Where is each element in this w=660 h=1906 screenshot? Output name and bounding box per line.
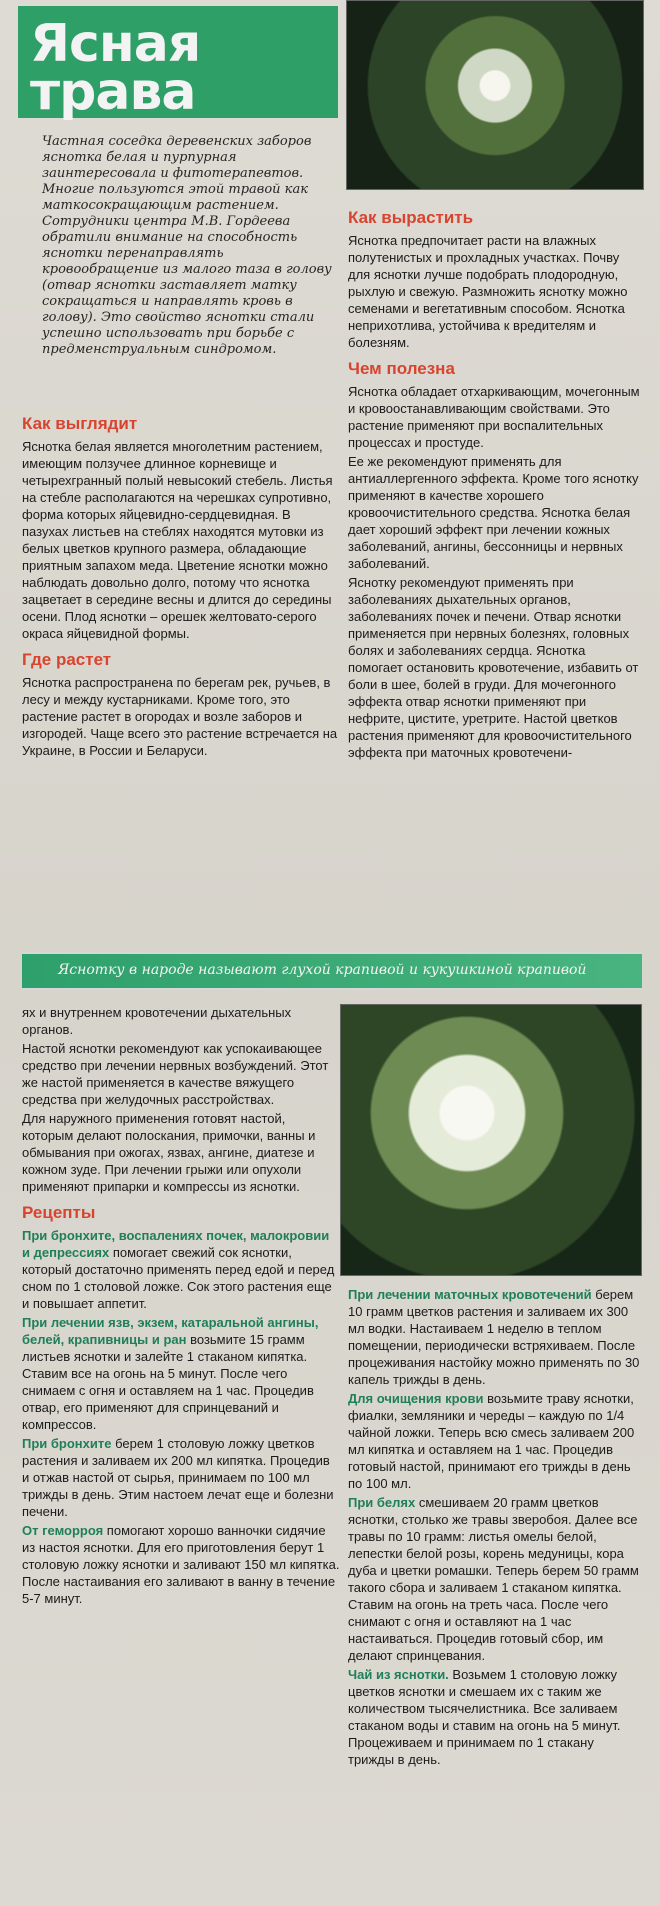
recipe-8 <box>348 1666 643 1768</box>
paragraph-use-2: Ее же рекомендуют применять для антиаллергенного эффекта. Кроме того яснотку применяют в качестве хорошего кровоочистительного средства. Яснотка белая дает хороший эффект при лечении кожных заболеваний, ангины, бессонницы и нервных заболеваний. <box>348 454 639 571</box>
paragraph-where: Яснотка распространена по берегам рек, ручьев, в лесу и между кустарниками. Кроме того, это растение растет в огородах и возле заборов и изгородей. Чаще всего это растение встречается на Украине, в России и Беларуси. <box>22 675 338 758</box>
left-column-top <box>22 414 340 761</box>
banner-text: Яснотку в народе называют глухой крапивой и кукушкиной крапивой <box>58 962 587 978</box>
quote-banner <box>22 952 642 990</box>
heading-grow: Как вырастить <box>348 208 474 227</box>
heading-use: Чем полезна <box>348 359 455 378</box>
recipe-5-text: берем 10 грамм цветков растения и заливаем их 300 мл водки. Настаиваем 1 неделю в теплом помещении, периодически встряхиваем. После процеживания настойку можно применять по 30 капель трижды в день. <box>348 1287 640 1387</box>
title-line-1: Ясная <box>30 14 201 74</box>
heading-where: Где растет <box>22 650 112 669</box>
recipe-5 <box>348 1286 643 1388</box>
title-line-2: трава <box>30 62 196 122</box>
recipe-2-title: При лечении язв, экзем, катаральной ангины, белей, крапивницы и ран <box>22 1315 319 1347</box>
recipe-2 <box>22 1314 340 1433</box>
paragraph-cont-1: ях и внутреннем кровотечении дыхательных органов. <box>22 1005 292 1037</box>
paragraph-look: Яснотка белая является многолетним растением, имеющим ползучее длинное корневище и четырехгранный полый невысокий стебель. Листья на стебле располагаются на черешках супротивно, форма которых яйцевидно-сердцевидная. В пазухах листьев на стеблях находятся мутовки из белых цветков крупного размера, обладающие приятным запахом меда. Цветение яснотки можно наблюдать довольно долго, потому что яснотка зацветает в середине весны и длится до середины осени. Плод яснотки – орешек желтовато-серого окраса яйцевидной формы. <box>22 439 333 641</box>
recipe-3-title: При бронхите <box>22 1436 112 1451</box>
recipe-7 <box>348 1494 643 1664</box>
recipe-1-text: помогает свежий сок яснотки, который достаточно применять перед едой и перед сном по 1 столовой ложке. Сок этого растения еще и повышает аппетит. <box>22 1245 335 1311</box>
title-block <box>18 6 338 122</box>
recipe-8-text: Возьмем 1 столовую ложку цветков яснотки и смешаем их с таким же количеством тысячелистника. Все заливаем стаканом воды и ставим на огонь на 5 минут. Процеживаем и принимаем по 1 стакану трижды в день. <box>348 1667 621 1767</box>
paragraph-use-1: Яснотка обладает отхаркивающим, мочегонным и кровоостанавливающим свойствами. Это растение применяют при воспалительных процессах и простуде. <box>348 384 640 450</box>
paragraph-cont-3: Для наружного применения готовят настой, которым делают полоскания, примочки, ванны и обмывания при ожогах, язвах, ангине, диатезе и кожном зуде. При лечении грыжи или опухоли применяют припарки и компрессы из яснотки. <box>22 1111 316 1194</box>
recipe-6-title: Для очищения крови <box>348 1391 484 1406</box>
paragraph-use-3: Яснотку рекомендуют применять при заболеваниях дыхательных органов, заболеваниях почек и печени. Отвар яснотки применяется при нервных болезнях, головных болях и заболеваниях сердца. Яснотка помогает остановить кровотечение, избавить от боли в шее, болей в груди. Для мочегонного эффекта отвар яснотки применяют при нефрите, цистите, уретрите. Настой цветков растения применяют для кровоочистительного эффекта при маточных кровотечени- <box>348 575 639 760</box>
intro-text: Частная соседка деревенских заборов яснотка белая и пурпурная заинтересовала и фитотерапевтов. Многие пользуются этой травой как маткосокращающим растением. Сотрудники центра М.В. Гордеева обратили внимание на способность яснотки перенаправлять кровообращение из малого таза в голову (отвар яснотки заставляет матку сокращаться и направлять кровь в голову). Это свойство яснотки стали успешно использовать при борьбе с предменструальным синдромом. <box>42 134 332 357</box>
plant-photo-bottom <box>340 1004 642 1276</box>
right-column-top <box>348 208 643 763</box>
recipe-3 <box>22 1435 340 1520</box>
paragraph-cont-2: Настой яснотки рекомендуют как успокаивающее средство при лечении нервных возбуждений. Этот же настой применяется в качестве вяжущего средства при желудочных расстройствах. <box>22 1041 329 1107</box>
recipe-2-text: возьмите 15 грамм листьев яснотки и залейте 1 стаканом кипятка. Ставим все на огонь на 5 минут. После чего снимаем с огня и оставляем на 1 час. Процедив отвар, его применяют для спринцеваний и компрессов. <box>22 1332 314 1432</box>
recipe-6 <box>348 1390 643 1492</box>
recipe-3-text: берем 1 столовую ложку цветков растения и заливаем их 200 мл кипятка. Процедив и отжав настой от сырья, принимаем по 100 мл трижды в день. Этим настоем лечат еще и болезни печени. <box>22 1436 334 1519</box>
recipe-1 <box>22 1227 340 1312</box>
recipe-5-title: При лечении маточных кровотечений <box>348 1287 592 1302</box>
plant-photo-top <box>346 0 644 190</box>
recipe-4-title: От геморроя <box>22 1523 104 1538</box>
right-column-bottom <box>348 1286 643 1770</box>
recipe-6-text: возьмите траву яснотки, фиалки, земляники и череды – каждую по 1/4 чайной ложки. Теперь всю смесь заливаем 200 мл кипятка и оставляем на 1 час. Процедив готовый настой, принимают его трижды в день по 100 мл. <box>348 1391 635 1491</box>
left-column-bottom <box>22 1004 340 1609</box>
heading-recipes: Рецепты <box>22 1203 96 1222</box>
recipe-7-text: смешиваем 20 грамм цветков яснотки, столько же травы зверобоя. Далее все травы по 10 грамм: листья омелы белой, лепестки белой розы, корень медуницы, кора дуба и цветки ромашки. Теперь берем 50 грамм такого сбора и заливаем 1 стаканом кипятка. Ставим на огонь на треть часа. После чего снимают с огня и оставляют на 1 час настаиваться. Процедив готовый сбор, им делают спринцевания. <box>348 1495 639 1663</box>
heading-look: Как выглядит <box>22 414 138 433</box>
recipe-4 <box>22 1522 340 1607</box>
paragraph-grow: Яснотка предпочитает расти на влажных полутенистых и прохладных участках. Почву для яснотки лучше подобрать плодородную, рыхлую и свежую. Размножить яснотку можно семенами и вегетативным способом. Яснотка неприхотлива, устойчива к вредителям и болезням. <box>348 233 628 350</box>
recipe-7-title: При белях <box>348 1495 416 1510</box>
recipe-8-title: Чай из яснотки. <box>348 1667 449 1682</box>
recipe-4-text: помогают хорошо ванночки сидячие из настоя яснотки. Для его приготовления берут 1 столовую ложку яснотки и заливают 150 мл кипятка. После настаивания его заливают в ванну в течение 5-7 минут. <box>22 1523 340 1606</box>
recipe-1-title: При бронхите, воспалениях почек, малокровии и депрессиях <box>22 1228 330 1260</box>
